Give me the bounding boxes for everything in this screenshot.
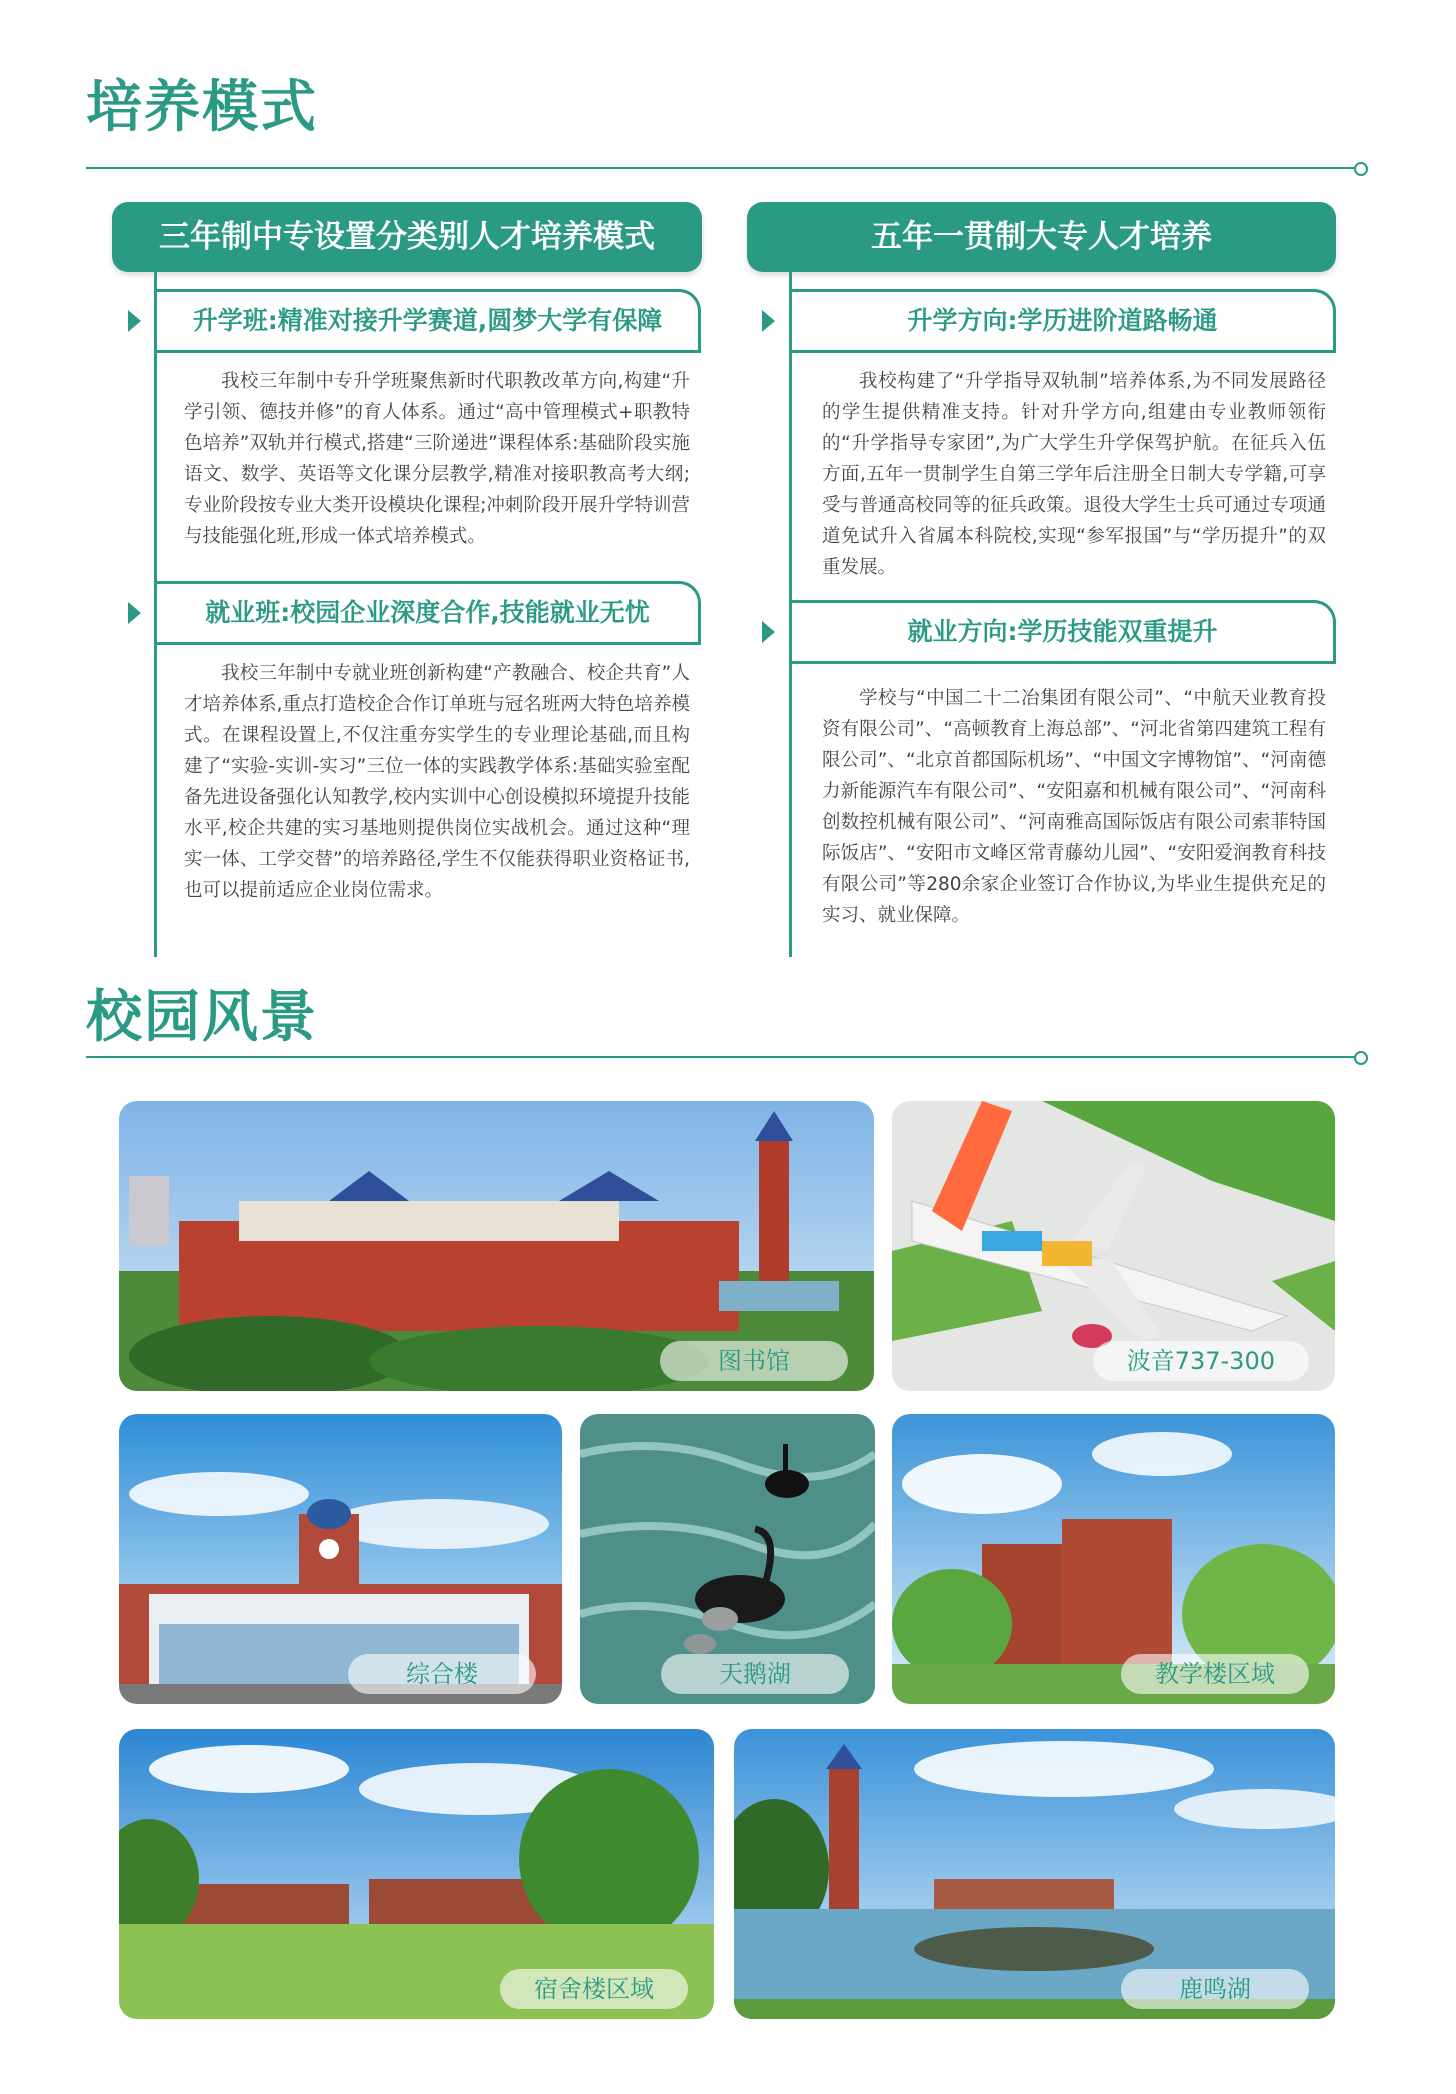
- photo-boeing: [892, 1101, 1335, 1391]
- section-title-campus: 校园风景: [86, 985, 318, 1050]
- photo-dorm-area: [119, 1729, 714, 2019]
- left-block-2-title: 就业班:校园企业深度合作,技能就业无忧: [157, 581, 701, 645]
- play-arrow-icon: [762, 621, 775, 643]
- section-title-training: 培养模式: [86, 75, 318, 140]
- left-column-header: 三年制中专设置分类别人才培养模式: [112, 202, 702, 272]
- right-block-2-title: 就业方向:学历技能双重提升: [792, 600, 1336, 664]
- photo-caption: 鹿鸣湖: [1121, 1969, 1309, 2009]
- photo-caption: 图书馆: [660, 1341, 848, 1381]
- photo-luming-lake: [734, 1729, 1335, 2019]
- photo-caption: 教学楼区域: [1121, 1654, 1309, 1694]
- section-divider: [86, 167, 1361, 169]
- photo-library: [119, 1101, 874, 1391]
- right-block-1-text: 我校构建了“升学指导双轨制”培养体系,为不同发展路径的学生提供精准支持。针对升学方向,组建由专业教师领衔的“升学指导专家团”,为广大学生升学保驾护航。在征兵入伍方面,五年一贯制学生自第三学年后注册全日制大专学籍,可享受与普通高校同等的征兵政策。退役大学生士兵可通过专项通道免试升入省属本科院校,实现“参军报国”与“学历提升”的双重发展。: [822, 371, 1326, 578]
- play-arrow-icon: [762, 310, 775, 332]
- divider-end-dot: [1354, 162, 1368, 176]
- photo-swan-lake: [580, 1414, 875, 1704]
- photo-teaching-area: [892, 1414, 1335, 1704]
- left-block-1-title: 升学班:精准对接升学赛道,圆梦大学有保障: [157, 289, 701, 353]
- play-arrow-icon: [128, 602, 141, 624]
- left-block-1-text: 我校三年制中专升学班聚焦新时代职教改革方向,构建“升学引领、德技并修”的育人体系。通过“高中管理模式+职教特色培养”双轨并行模式,搭建“三阶递进”课程体系:基础阶段实施语文、数学、英语等文化课分层教学,精准对接职教高考大纲;专业阶段按专业大类开设模块化课程;冲刺阶段开展升学特训营与技能强化班,形成一体式培养模式。: [184, 371, 690, 547]
- right-column-header: 五年一贯制大专人才培养: [747, 202, 1336, 272]
- play-arrow-icon: [128, 310, 141, 332]
- right-block-1-title: 升学方向:学历进阶道路畅通: [792, 289, 1336, 353]
- photo-caption: 综合楼: [348, 1654, 536, 1694]
- photo-complex-building: [119, 1414, 562, 1704]
- right-block-2-text: 学校与“中国二十二冶集团有限公司”、“中航天业教育投资有限公司”、“高顿教育上海总部”、“河北省第四建筑工程有限公司”、“北京首都国际机场”、“中国文字博物馆”、“河南德力新能源汽车有限公司”、“安阳嘉和机械有限公司”、“河南科创数控机械有限公司”、“河南雅高国际饭店有限公司索菲特国际饭店”、“安阳市文峰区常青藤幼儿园”、“安阳爱润教育科技有限公司”等280余家企业签订合作协议,为毕业生提供充足的实习、就业保障。: [822, 688, 1326, 926]
- photo-caption: 波音737-300: [1093, 1341, 1309, 1381]
- left-block-2-text: 我校三年制中专就业班创新构建“产教融合、校企共育”人才培养体系,重点打造校企合作订单班与冠名班两大特色培养模式。在课程设置上,不仅注重夯实学生的专业理论基础,而且构建了“实验-实训-实习”三位一体的实践教学体系:基础实验室配备先进设备强化认知教学,校内实训中心创设模拟环境提升技能水平,校企共建的实习基地则提供岗位实战机会。通过这种“理实一体、工学交替”的培养路径,学生不仅能获得职业资格证书,也可以提前适应企业岗位需求。: [184, 663, 690, 901]
- section-divider: [86, 1056, 1361, 1058]
- photo-caption: 宿舍楼区域: [500, 1969, 688, 2009]
- divider-end-dot: [1354, 1051, 1368, 1065]
- photo-caption: 天鹅湖: [661, 1654, 849, 1694]
